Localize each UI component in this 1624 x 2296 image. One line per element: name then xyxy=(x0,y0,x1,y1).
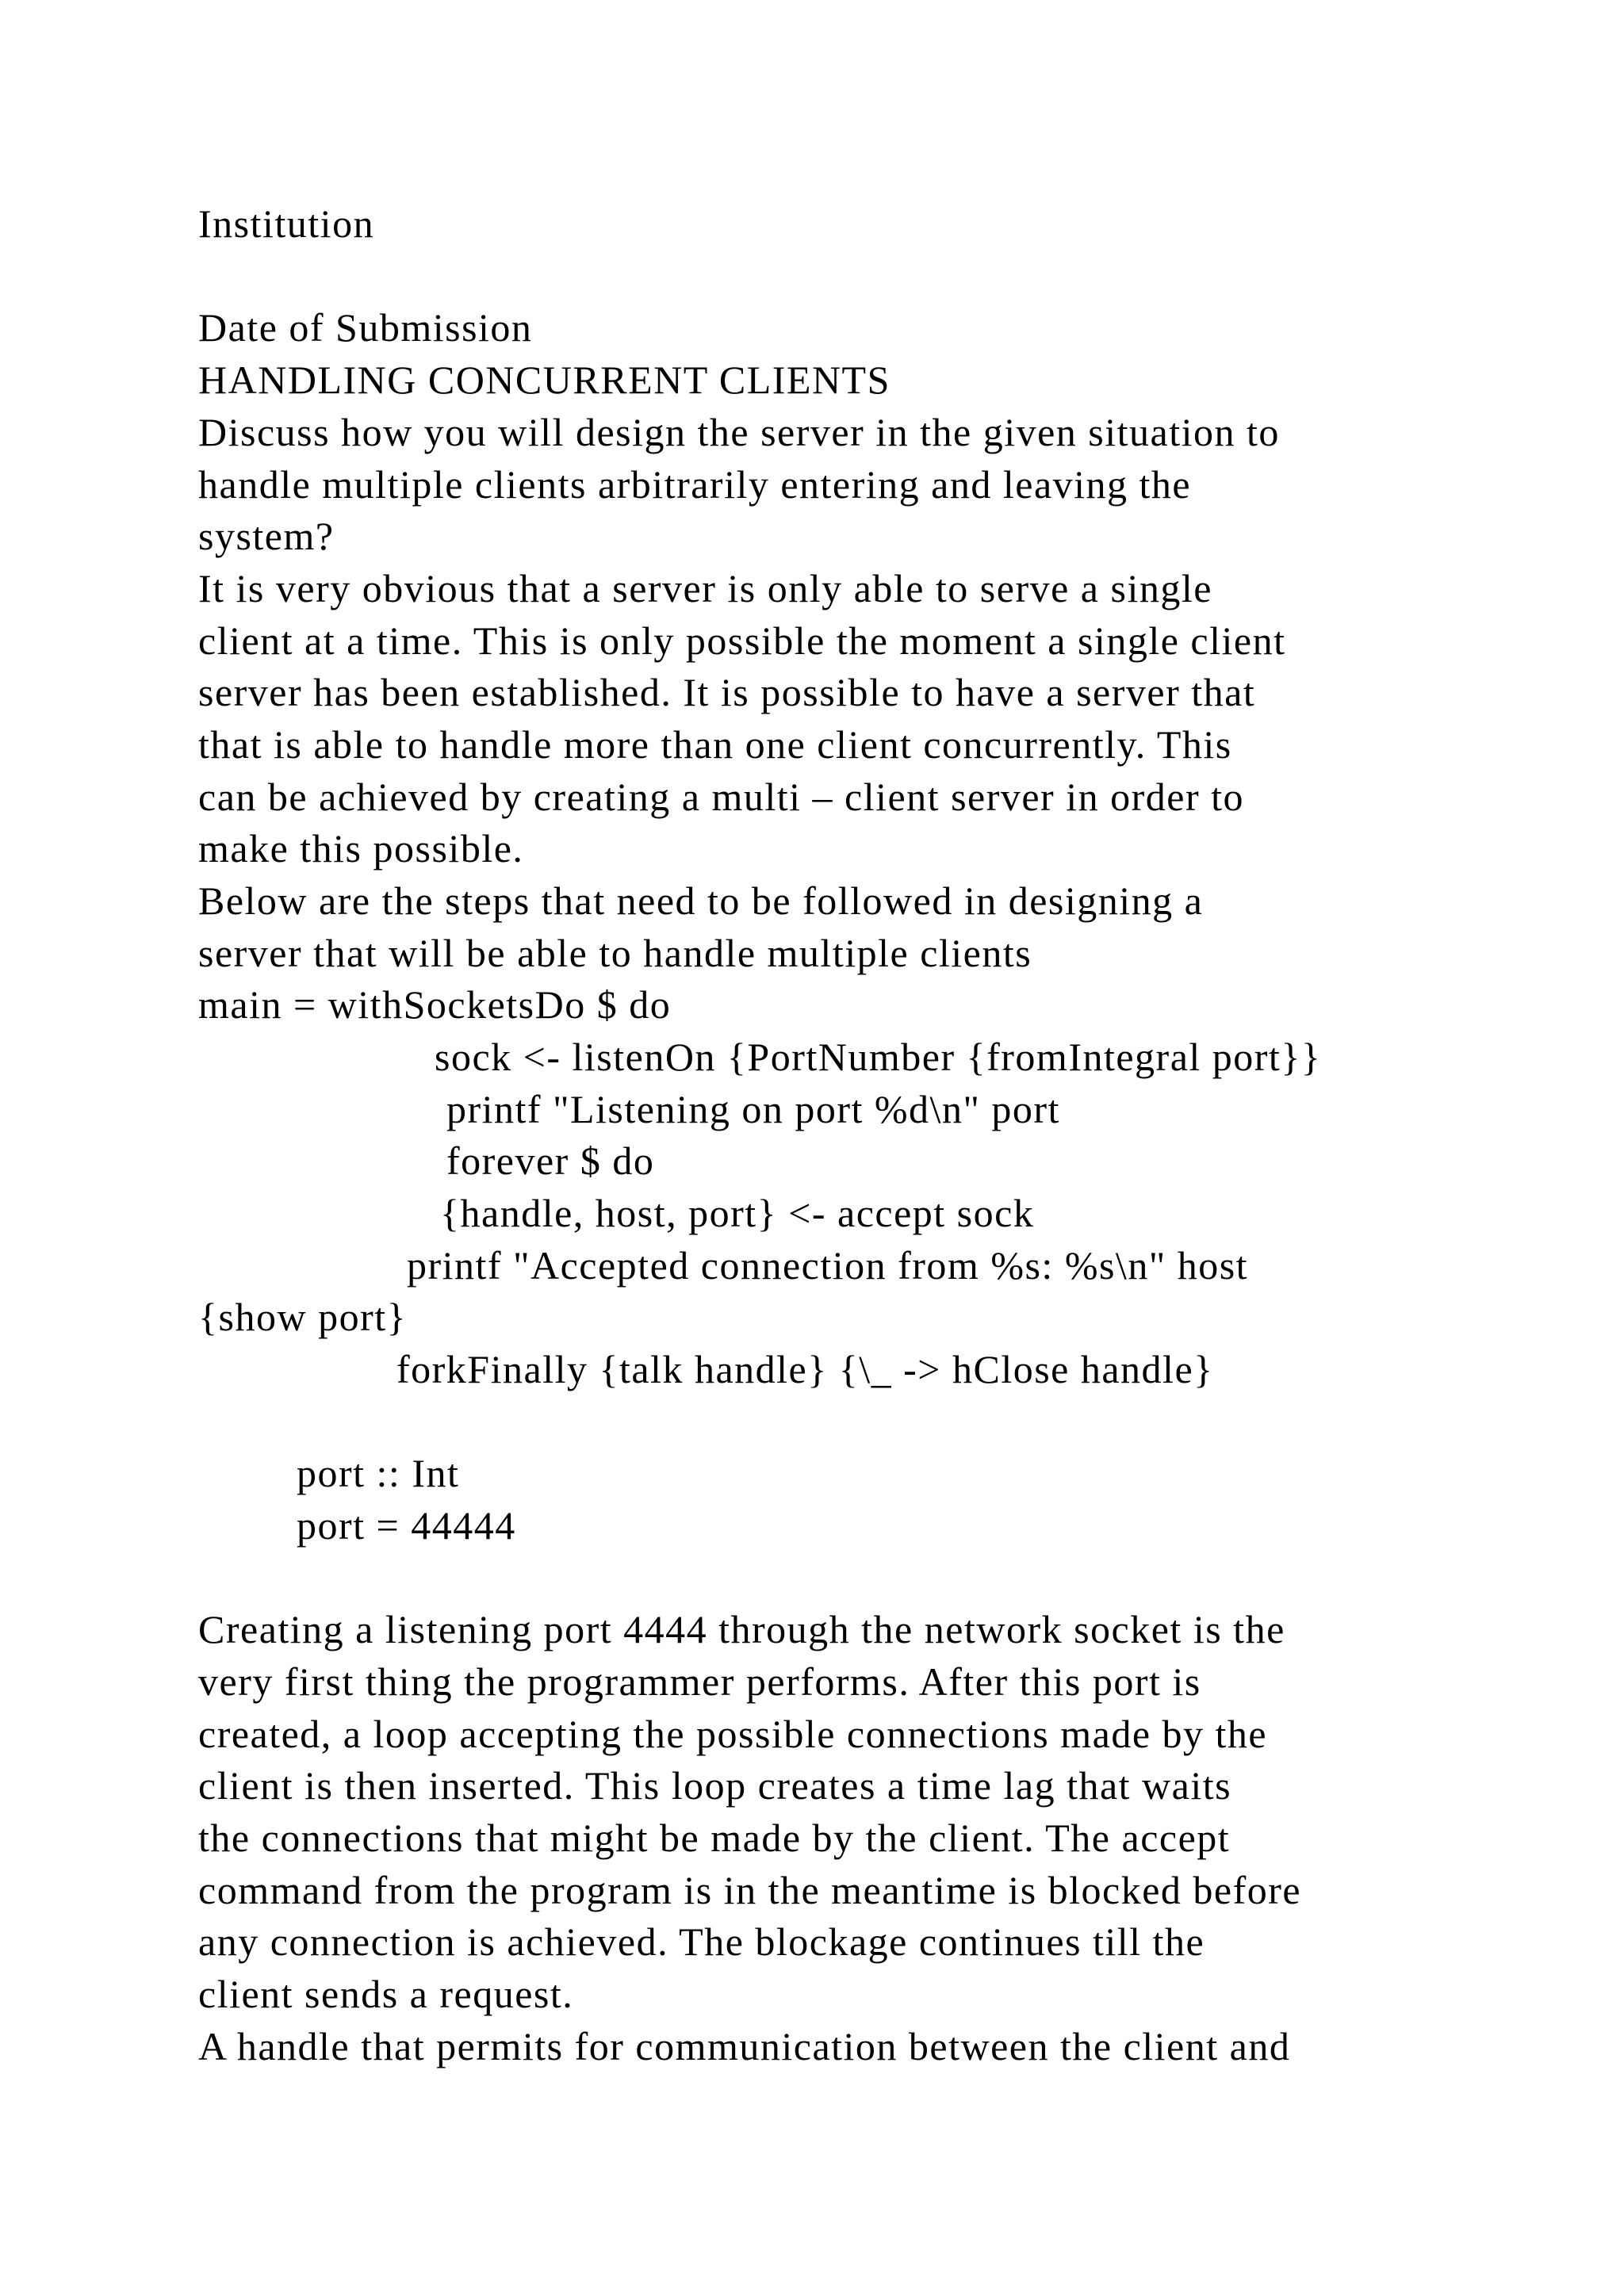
paragraph-line: Creating a listening port 4444 through the network socket is the xyxy=(198,1607,1285,1651)
paragraph-line: client at a time. This is only possible the moment a single client xyxy=(198,618,1286,663)
code-line: printf "Accepted connection from %s: %s\n" host xyxy=(407,1243,1249,1288)
question-line: handle multiple clients arbitrarily entering and leaving the xyxy=(198,462,1192,507)
section-heading: HANDLING CONCURRENT CLIENTS xyxy=(198,358,891,402)
paragraph-line: server that will be able to handle multiple clients xyxy=(198,931,1032,975)
paragraph-line: make this possible. xyxy=(198,826,524,871)
institution-line: Institution xyxy=(198,201,375,246)
paragraph-line: server has been established. It is possible to have a server that xyxy=(198,670,1256,714)
code-line: port = 44444 xyxy=(297,1503,516,1548)
paragraph-line: any connection is achieved. The blockage continues till the xyxy=(198,1919,1205,1964)
paragraph-line: client is then inserted. This loop creates a time lag that waits xyxy=(198,1763,1232,1808)
code-line: sock <- listenOn {PortNumber {fromIntegral port}} xyxy=(435,1035,1322,1079)
paragraph-line: A handle that permits for communication between the client and xyxy=(198,2024,1291,2068)
paragraph-line: created, a loop accepting the possible connections made by the xyxy=(198,1712,1268,1756)
code-line: {show port} xyxy=(198,1295,408,1339)
code-line: forkFinally {talk handle} {\_ -> hClose handle} xyxy=(396,1347,1214,1391)
code-line: main = withSocketsDo $ do xyxy=(198,982,672,1027)
code-line: {handle, host, port} <- accept sock xyxy=(440,1191,1035,1235)
paragraph-line: client sends a request. xyxy=(198,1972,574,2016)
paragraph-line: Below are the steps that need to be followed in designing a xyxy=(198,878,1204,923)
question-line: system? xyxy=(198,514,335,558)
paragraph-line: It is very obvious that a server is only able to serve a single xyxy=(198,566,1212,610)
code-line: port :: Int xyxy=(297,1451,460,1495)
paragraph-line: command from the program is in the meantime is blocked before xyxy=(198,1868,1302,1912)
code-line: forever $ do xyxy=(446,1138,655,1183)
paragraph-line: can be achieved by creating a multi – client server in order to xyxy=(198,775,1244,819)
question-line: Discuss how you will design the server in the given situation to xyxy=(198,410,1280,454)
code-line: printf "Listening on port %d\n" port xyxy=(446,1087,1060,1131)
date-of-submission-line: Date of Submission xyxy=(198,305,533,350)
paragraph-line: very first thing the programmer performs. After this port is xyxy=(198,1659,1201,1704)
paragraph-line: that is able to handle more than one client concurrently. This xyxy=(198,722,1232,767)
paragraph-line: the connections that might be made by the client. The accept xyxy=(198,1816,1231,1860)
